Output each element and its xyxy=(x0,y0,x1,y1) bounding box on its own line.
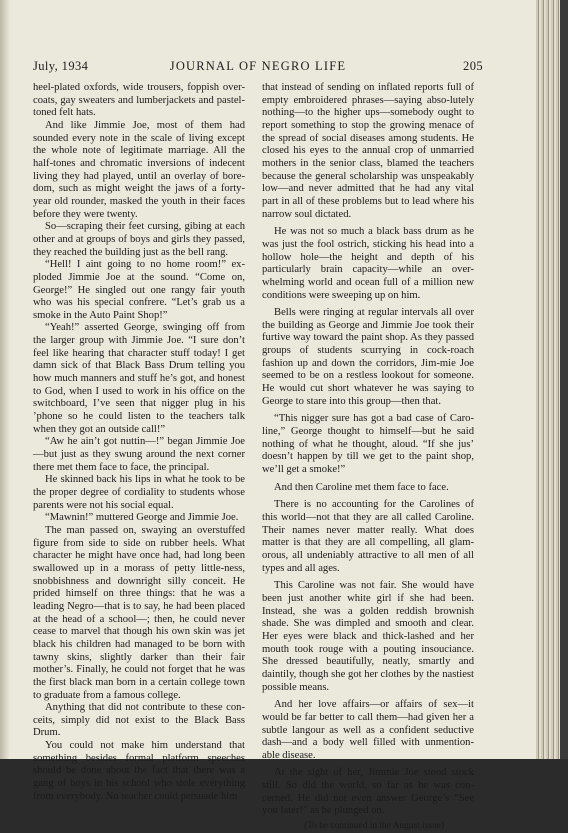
paragraph: You could not make him understand that something besides formal platform speeches should be done about the fact that there was a gang of boys in his school who stole everything from everybody. No teacher could persuade him xyxy=(33,740,245,802)
paragraph: “Hell! I aint going to no home room!” ex-ploded Jimmie Joe at the sound. “Come on, George!” He singled out one rangy fair youth who was his special confrere. “Let’s grab us a smoke in the Auto Paint Shop!” xyxy=(33,259,245,321)
left-column xyxy=(33,82,245,803)
paragraph: The man passed on, swaying an overstuffed figure from side to side on rubber heels. What character he might have once had, had long been swallowed up in a morass of petty little-ness, snobbishness and downright silly conceit. He prided himself on three things: that he was a leading Negro—that is to say, he had been placed at the head of a school—; then, he could never cease to marvel that though his own skin was jet black his children had managed to be born with tawny skins, slightly darker than their fair mother’s. Finally, he could not forget that he was the first black man born in a certain college town to graduate from a famous college. xyxy=(33,524,245,701)
paragraph: Bells were ringing at regular intervals all over the building as George and Jimmie Joe took their furtive way toward the paint shop. As they passed groups of students scurrying in cock-roach fashion up and down the corridors, Jim-mie Joe seemed to be on a restless lookout for someone. He would cut short whatever he was saying to George to stare into this group—then that. xyxy=(262,307,474,407)
paragraph: At the sight of her, Jimmie Joe stood stock still. So did the world, so far as he was con-cerned. He did not even answer George’s “See you later!” as he plunged on. xyxy=(262,767,474,817)
paragraph: This Caroline was not fair. She would have been just another white girl if she had been. Instead, she was a golden reddish brownish shade. She was dimpled and smooth and clear. Her eyes were black and thick-lashed and her mouth took rouge with a pouting insouciance. She dressed beautifully, neatly, smartly and daintily, though she got her clothes by the nastiest possible means. xyxy=(262,580,474,693)
right-column xyxy=(262,82,474,833)
paragraph: He skinned back his lips in what he took to be the proper degree of cordiality to students whose parents were not his social equal. xyxy=(33,474,245,511)
paragraph: He was not so much a black bass drum as he was just the fool ostrich, sticking his head into a hollow hole—the height and depth of his particularly brain capacity—while an over-whelming world and ocean full of a million new conditions were sweeping up on him. xyxy=(262,226,474,301)
paragraph: There is no accounting for the Carolines of this world—not that they are all called Caroline. Their names never matter really. What does matter is that they are all compelling, all glam-orous, all undeniably attractive to all men of all types and all ages. xyxy=(262,499,474,574)
page-number: 205 xyxy=(463,59,483,73)
paragraph: “This nigger sure has got a bad case of Caro-line,” George thought to himself—but he said nothing of what he thought, aloud. “If she jus’ doesn’t happen by till we get to the paint shop, we’ll get a smoke!” xyxy=(262,413,474,476)
issue-date: July, 1934 xyxy=(33,59,89,73)
book-edge xyxy=(560,0,568,759)
paragraph: “Mawnin!” muttered George and Jimmie Joe. xyxy=(45,512,239,524)
paragraph: “Yeah!” asserted George, swinging off from the larger group with Jimmie Joe. “I sure don’t feel like hearing that character stuff today! I get damn sick of that Black Bass Drum telling you how much manners and stuff he’s got, and honest to God, when I used to work in his office on the switchboard, I’ve seen that nigger plug in his ’phone so he could listen to the teachers talk when they got an outside call!” xyxy=(33,322,245,435)
paragraph: heel-plated oxfords, wide trousers, foppish over-coats, gay sweaters and lumberjackets and pastel-toned felt hats. xyxy=(33,82,245,119)
paragraph: And her love affairs—or affairs of sex—it would be far better to call them—had given her a subtle langour as well as a confident seductive dash—and a body well filled with unmention-able disease. xyxy=(262,699,474,761)
gutter-shadow xyxy=(0,0,10,759)
paragraph: “Aw he ain’t got nuttin—!” began Jimmie Joe—but just as they swung around the next corner there met them face to face, the principal. xyxy=(33,436,245,473)
continued-note: (To be continued in the August issue) xyxy=(304,821,444,832)
paragraph: And like Jimmie Joe, most of them had sounded every note in the scale of living except the whole note of legitimate marriage. All the half-tones and chromatic inversions of indecent living they had played, until an overlay of bore-dom, such as might weight the jaws of a forty-year old rounder, masked the youth in their faces before they were twenty. xyxy=(33,119,245,220)
running-header xyxy=(33,59,483,75)
journal-title: JOURNAL OF NEGRO LIFE xyxy=(169,59,347,73)
paragraph: And then Caroline met them face to face. xyxy=(274,481,449,493)
paragraph: So—scraping their feet cursing, gibing at each other and at groups of boys and girls they passed, they reached the building just as the bell rang. xyxy=(33,221,245,258)
paragraph: Anything that did not contribute to these con-ceits, simply did not exist to the Black Bass Drum. xyxy=(33,702,245,739)
paragraph: that instead of sending on inflated reports full of empty embroidered phrases—saying abso-lutely nothing—to the higher ups—somebody ought to report something to stop the growing menace of the spread of social diseases among students. He closed his eyes to the annual crop of unmarried mothers in the senior class, blamed the teachers because the general scholarship was unspeakably low—and never admitted that he had any vital part in all of these problems but to lead where his narrow soul dictated. xyxy=(262,82,474,220)
